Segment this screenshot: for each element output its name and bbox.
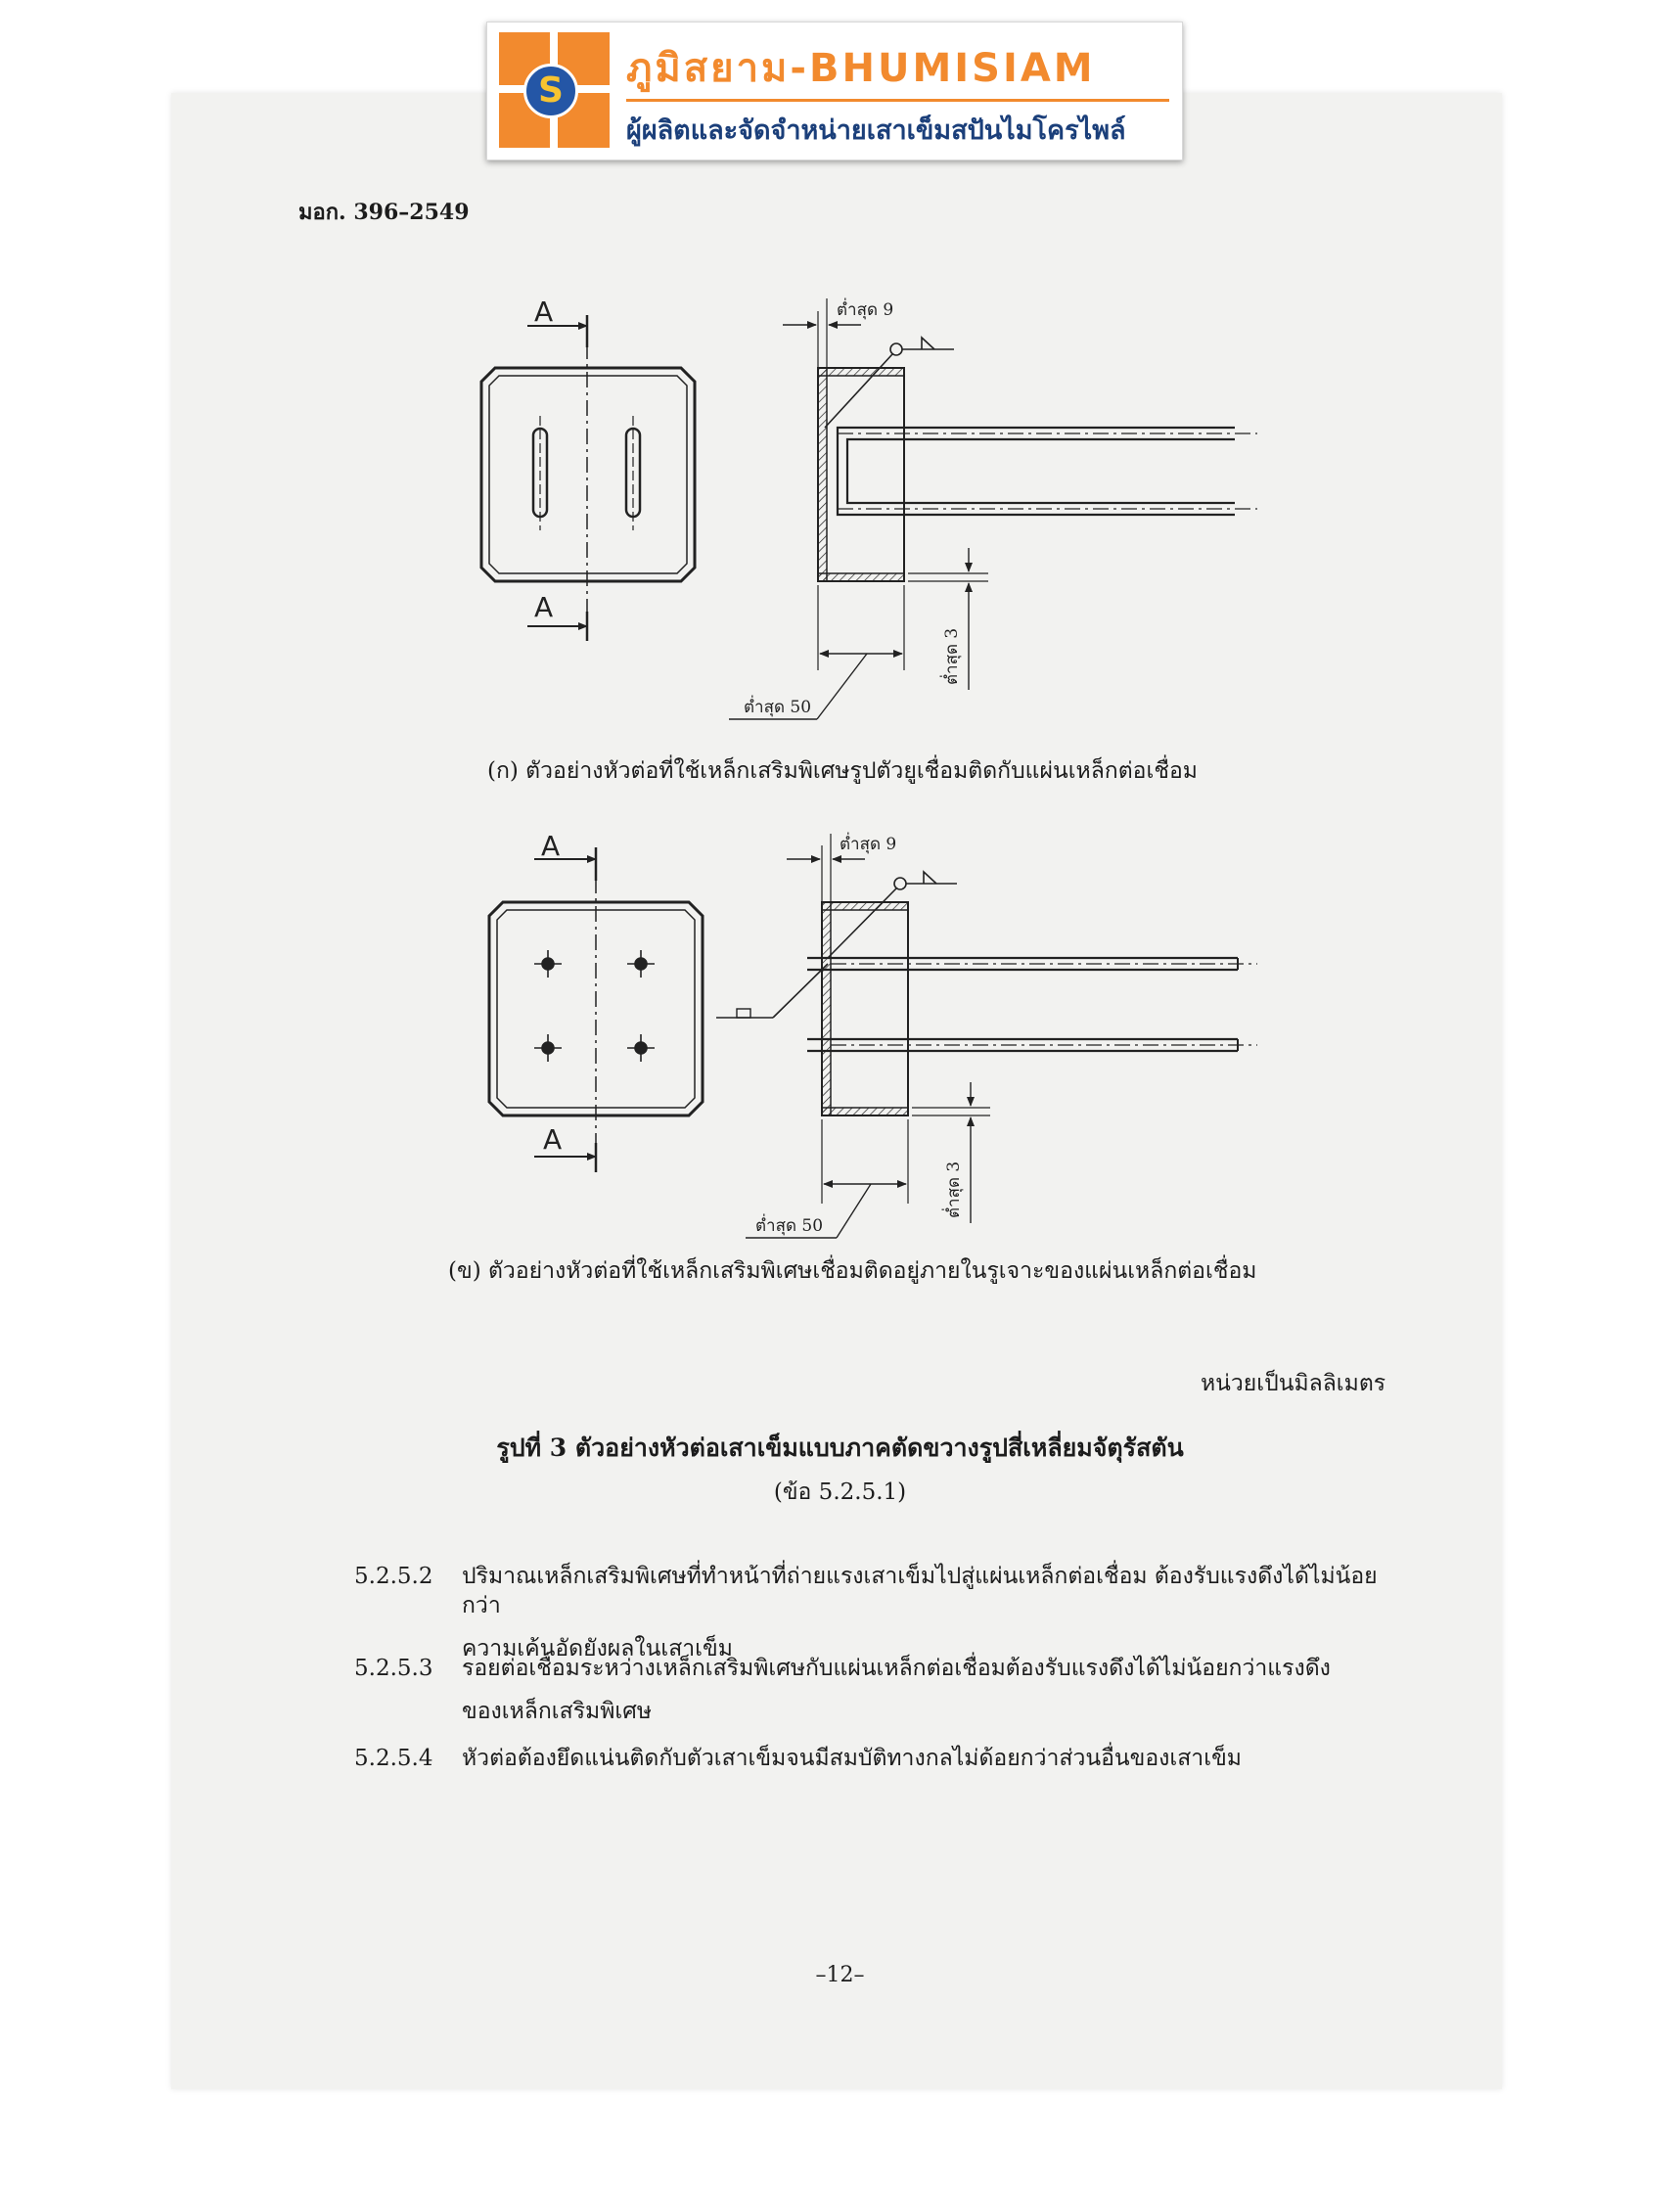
clause-number: 5.2.5.2 <box>354 1564 433 1589</box>
figure-a-dim-min9: ต่ำสุด 9 <box>837 300 894 320</box>
figure-a-side-view <box>729 298 1257 719</box>
clause-text-line: ความเค้นอัดยังผลในเสาเข็ม <box>462 1636 733 1662</box>
figure-a-caption: (ก) ตัวอย่างหัวต่อที่ใช้เหล็กเสริมพิเศษรูปตัวยูเชื่อมติดกับแผ่นเหล็กต่อเชื่อม <box>487 758 1198 784</box>
standard-number: มอก. 396–2549 <box>298 200 470 225</box>
figure-a-plate-front-view <box>481 315 695 641</box>
figure-b-section-label-bottom: A <box>543 1123 563 1156</box>
figure-a-dim-min3: ต่ำสุด 3 <box>942 627 962 685</box>
clause-text-line: ของเหล็กเสริมพิเศษ <box>462 1699 653 1724</box>
clause-number: 5.2.5.4 <box>354 1746 433 1771</box>
brand-name: ภูมิสยาม-BHUMISIAM <box>626 46 1096 91</box>
figure-b-section-label-top: A <box>541 830 561 862</box>
clause-number: 5.2.5.3 <box>354 1656 433 1681</box>
figure-b-dim-min9: ต่ำสุด 9 <box>840 835 897 854</box>
brand-tagline: ผู้ผลิตและจัดจำหน่ายเสาเข็มสปันไมโครไพล์ <box>626 115 1126 146</box>
logo-emblem-icon: S <box>523 64 578 118</box>
figure-a-section-label-top: A <box>534 296 554 328</box>
clause-text-line: รอยต่อเชื่อมระหว่างเหล็กเสริมพิเศษกับแผ่นเหล็กต่อเชื่อมต้องรับแรงดึงได้ไม่น้อยกว่าแรงดึง <box>462 1656 1331 1681</box>
clause-5-2-5-2 <box>354 1562 1421 1662</box>
figure-b-dim-min3: ต่ำสุด 3 <box>944 1161 964 1218</box>
clause-5-2-5-4 <box>354 1744 1421 1775</box>
figure-b-caption: (ข) ตัวอย่างหัวต่อที่ใช้เหล็กเสริมพิเศษเชื่อมติดอยู่ภายในรูเจาะของแผ่นเหล็กต่อเชื่อม <box>448 1258 1257 1284</box>
figure-a-section-label-bottom: A <box>534 591 554 623</box>
figure-b-drawing <box>489 834 1257 1238</box>
figure-b-dim-min50: ต่ำสุด 50 <box>755 1216 824 1236</box>
figure-a-drawing <box>481 298 1257 719</box>
clause-text-line: ปริมาณเหล็กเสริมพิเศษที่ทำหน้าที่ถ่ายแรงเสาเข็มไปสู่แผ่นเหล็กต่อเชื่อม ต้องรับแรงดึงได้ไม่น้อยกว่า <box>462 1564 1378 1618</box>
figure-b-plate-front-view <box>489 847 703 1172</box>
figure-reference: (ข้อ 5.2.5.1) <box>773 1479 907 1505</box>
figure-title: รูปที่ 3 ตัวอย่างหัวต่อเสาเข็มแบบภาคตัดขวางรูปสี่เหลี่ยมจัตุรัสตัน <box>496 1434 1184 1462</box>
figure-a-dim-min50: ต่ำสุด 50 <box>744 698 812 717</box>
page-number: –12– <box>815 1963 865 1987</box>
figure-b-side-view <box>716 834 1257 1238</box>
clause-5-2-5-3 <box>354 1654 1421 1724</box>
units-note: หน่วยเป็นมิลลิเมตร <box>1201 1371 1386 1396</box>
clause-text-line: หัวต่อต้องยึดแน่นติดกับตัวเสาเข็มจนมีสมบัติทางกลไม่ด้อยกว่าส่วนอื่นของเสาเข็ม <box>462 1746 1242 1771</box>
